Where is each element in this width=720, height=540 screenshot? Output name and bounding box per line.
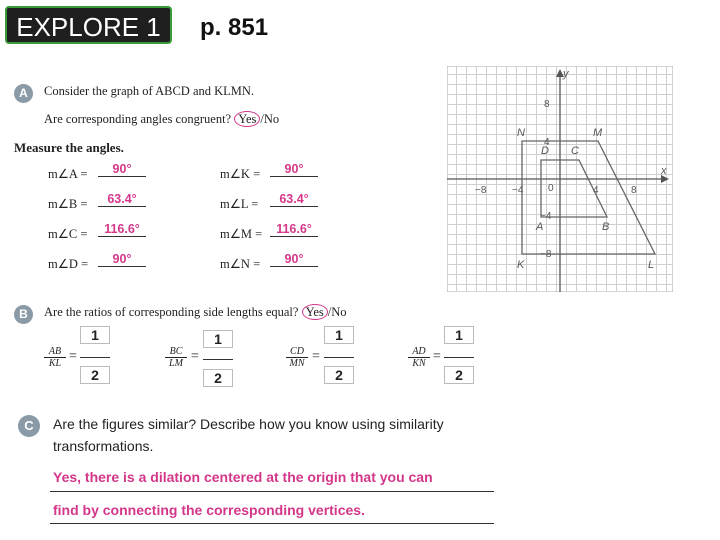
tick-neg8y: −8 bbox=[540, 249, 552, 260]
tick-neg8x: −8 bbox=[475, 185, 487, 196]
ratio-bc-lm-den: 2 bbox=[203, 369, 233, 387]
angle-value-n: 90° bbox=[270, 252, 318, 267]
angle-value-m: 116.6° bbox=[270, 222, 318, 237]
ratio-ab-kl-fraction bbox=[44, 346, 66, 369]
angle-label-l: m∠L = bbox=[220, 197, 259, 211]
yes-answer-circled: Yes bbox=[302, 304, 328, 320]
tick-pos4y: 4 bbox=[544, 137, 550, 148]
fraction-numerator: AB bbox=[44, 346, 66, 358]
ratio-ab-kl-den: 2 bbox=[80, 366, 110, 384]
ratio-cd-mn-num: 1 bbox=[324, 326, 354, 344]
fraction-denominator: KL bbox=[48, 358, 62, 369]
ratio-cd-mn-den: 2 bbox=[324, 366, 354, 384]
angle-value-a: 90° bbox=[98, 162, 146, 177]
fraction-bar bbox=[203, 359, 233, 360]
equals-sign: = bbox=[433, 349, 441, 364]
explore-title: EXPLORE 1 bbox=[5, 6, 172, 44]
angle-value-d: 90° bbox=[98, 252, 146, 267]
part-b-badge: B bbox=[14, 305, 33, 324]
fraction-denominator: LM bbox=[169, 358, 183, 369]
fraction-bar bbox=[444, 357, 474, 358]
tick-neg4x: −4 bbox=[512, 185, 524, 196]
question-text: Are corresponding angles congruent? bbox=[44, 112, 232, 126]
fraction-numerator: AD bbox=[408, 346, 430, 358]
measure-heading: Measure the angles. bbox=[14, 140, 124, 155]
part-c-question-line1: Are the figures similar? Describe how you know using similarity bbox=[53, 416, 444, 432]
ratio-ab-kl-num: 1 bbox=[80, 326, 110, 344]
angle-label-n: m∠N = bbox=[220, 257, 261, 271]
angle-value-k: 90° bbox=[270, 162, 318, 177]
question-text: Are the ratios of corresponding side lengths equal? bbox=[44, 305, 299, 319]
equals-sign: = bbox=[69, 349, 77, 364]
vertex-l-label: L bbox=[648, 259, 655, 271]
angle-label-m: m∠M = bbox=[220, 227, 263, 241]
vertex-n-label: N bbox=[517, 127, 525, 139]
fraction-denominator: MN bbox=[289, 358, 305, 369]
no-option: /No bbox=[327, 305, 347, 319]
vertex-b-label: B bbox=[602, 221, 610, 233]
part-c-badge: C bbox=[18, 415, 40, 437]
angle-label-d: m∠D = bbox=[48, 257, 89, 271]
vertex-m-label: M bbox=[593, 127, 603, 139]
vertex-k-label: K bbox=[517, 259, 525, 271]
ratio-ad-kn-den: 2 bbox=[444, 366, 474, 384]
angle-value-b: 63.4° bbox=[98, 192, 146, 207]
part-c-answer-line1: Yes, there is a dilation centered at the origin that you can bbox=[53, 469, 433, 485]
tick-zero: 0 bbox=[548, 183, 554, 194]
ratio-ad-kn-fraction bbox=[408, 346, 430, 369]
ratio-bc-lm-fraction bbox=[165, 346, 187, 369]
fraction-numerator: BC bbox=[165, 346, 187, 358]
angle-label-c: m∠C = bbox=[48, 227, 88, 241]
ratio-ad-kn-num: 1 bbox=[444, 326, 474, 344]
tick-pos8x: 8 bbox=[631, 185, 637, 196]
y-axis-label: y bbox=[563, 68, 569, 80]
angle-label-a: m∠A = bbox=[48, 167, 88, 181]
answer-line bbox=[50, 523, 494, 524]
no-option: /No bbox=[260, 112, 280, 126]
angle-label-b: m∠B = bbox=[48, 197, 88, 211]
ratio-bc-lm-num: 1 bbox=[203, 330, 233, 348]
part-a-question bbox=[44, 112, 279, 127]
angle-label-k: m∠K = bbox=[220, 167, 261, 181]
vertex-d-label: D bbox=[541, 145, 549, 157]
tick-pos8y: 8 bbox=[544, 99, 550, 110]
tick-pos4x: 4 bbox=[593, 185, 599, 196]
page-reference: p. 851 bbox=[200, 14, 269, 41]
angle-value-l: 63.4° bbox=[270, 192, 318, 207]
part-a-badge: A bbox=[14, 84, 33, 103]
tick-neg4y: −4 bbox=[540, 211, 552, 222]
fraction-denominator: KN bbox=[412, 358, 426, 369]
ratio-cd-mn-fraction bbox=[286, 346, 308, 369]
part-c-question-line2: transformations. bbox=[53, 438, 154, 454]
answer-line bbox=[50, 491, 494, 492]
fraction-numerator: CD bbox=[286, 346, 308, 358]
fraction-bar bbox=[324, 357, 354, 358]
x-axis-label: x bbox=[661, 165, 667, 177]
vertex-c-label: C bbox=[571, 145, 579, 157]
coordinate-graph bbox=[447, 66, 673, 292]
equals-sign: = bbox=[191, 349, 199, 364]
angle-value-c: 116.6° bbox=[98, 222, 146, 237]
vertex-a-label: A bbox=[536, 221, 544, 233]
fraction-bar bbox=[80, 357, 110, 358]
equals-sign: = bbox=[312, 349, 320, 364]
part-b-question bbox=[44, 305, 347, 320]
part-c-answer-line2: find by connecting the corresponding vertices. bbox=[53, 502, 365, 518]
yes-answer-circled: Yes bbox=[234, 111, 260, 127]
part-a-prompt: Consider the graph of ABCD and KLMN. bbox=[44, 84, 255, 98]
